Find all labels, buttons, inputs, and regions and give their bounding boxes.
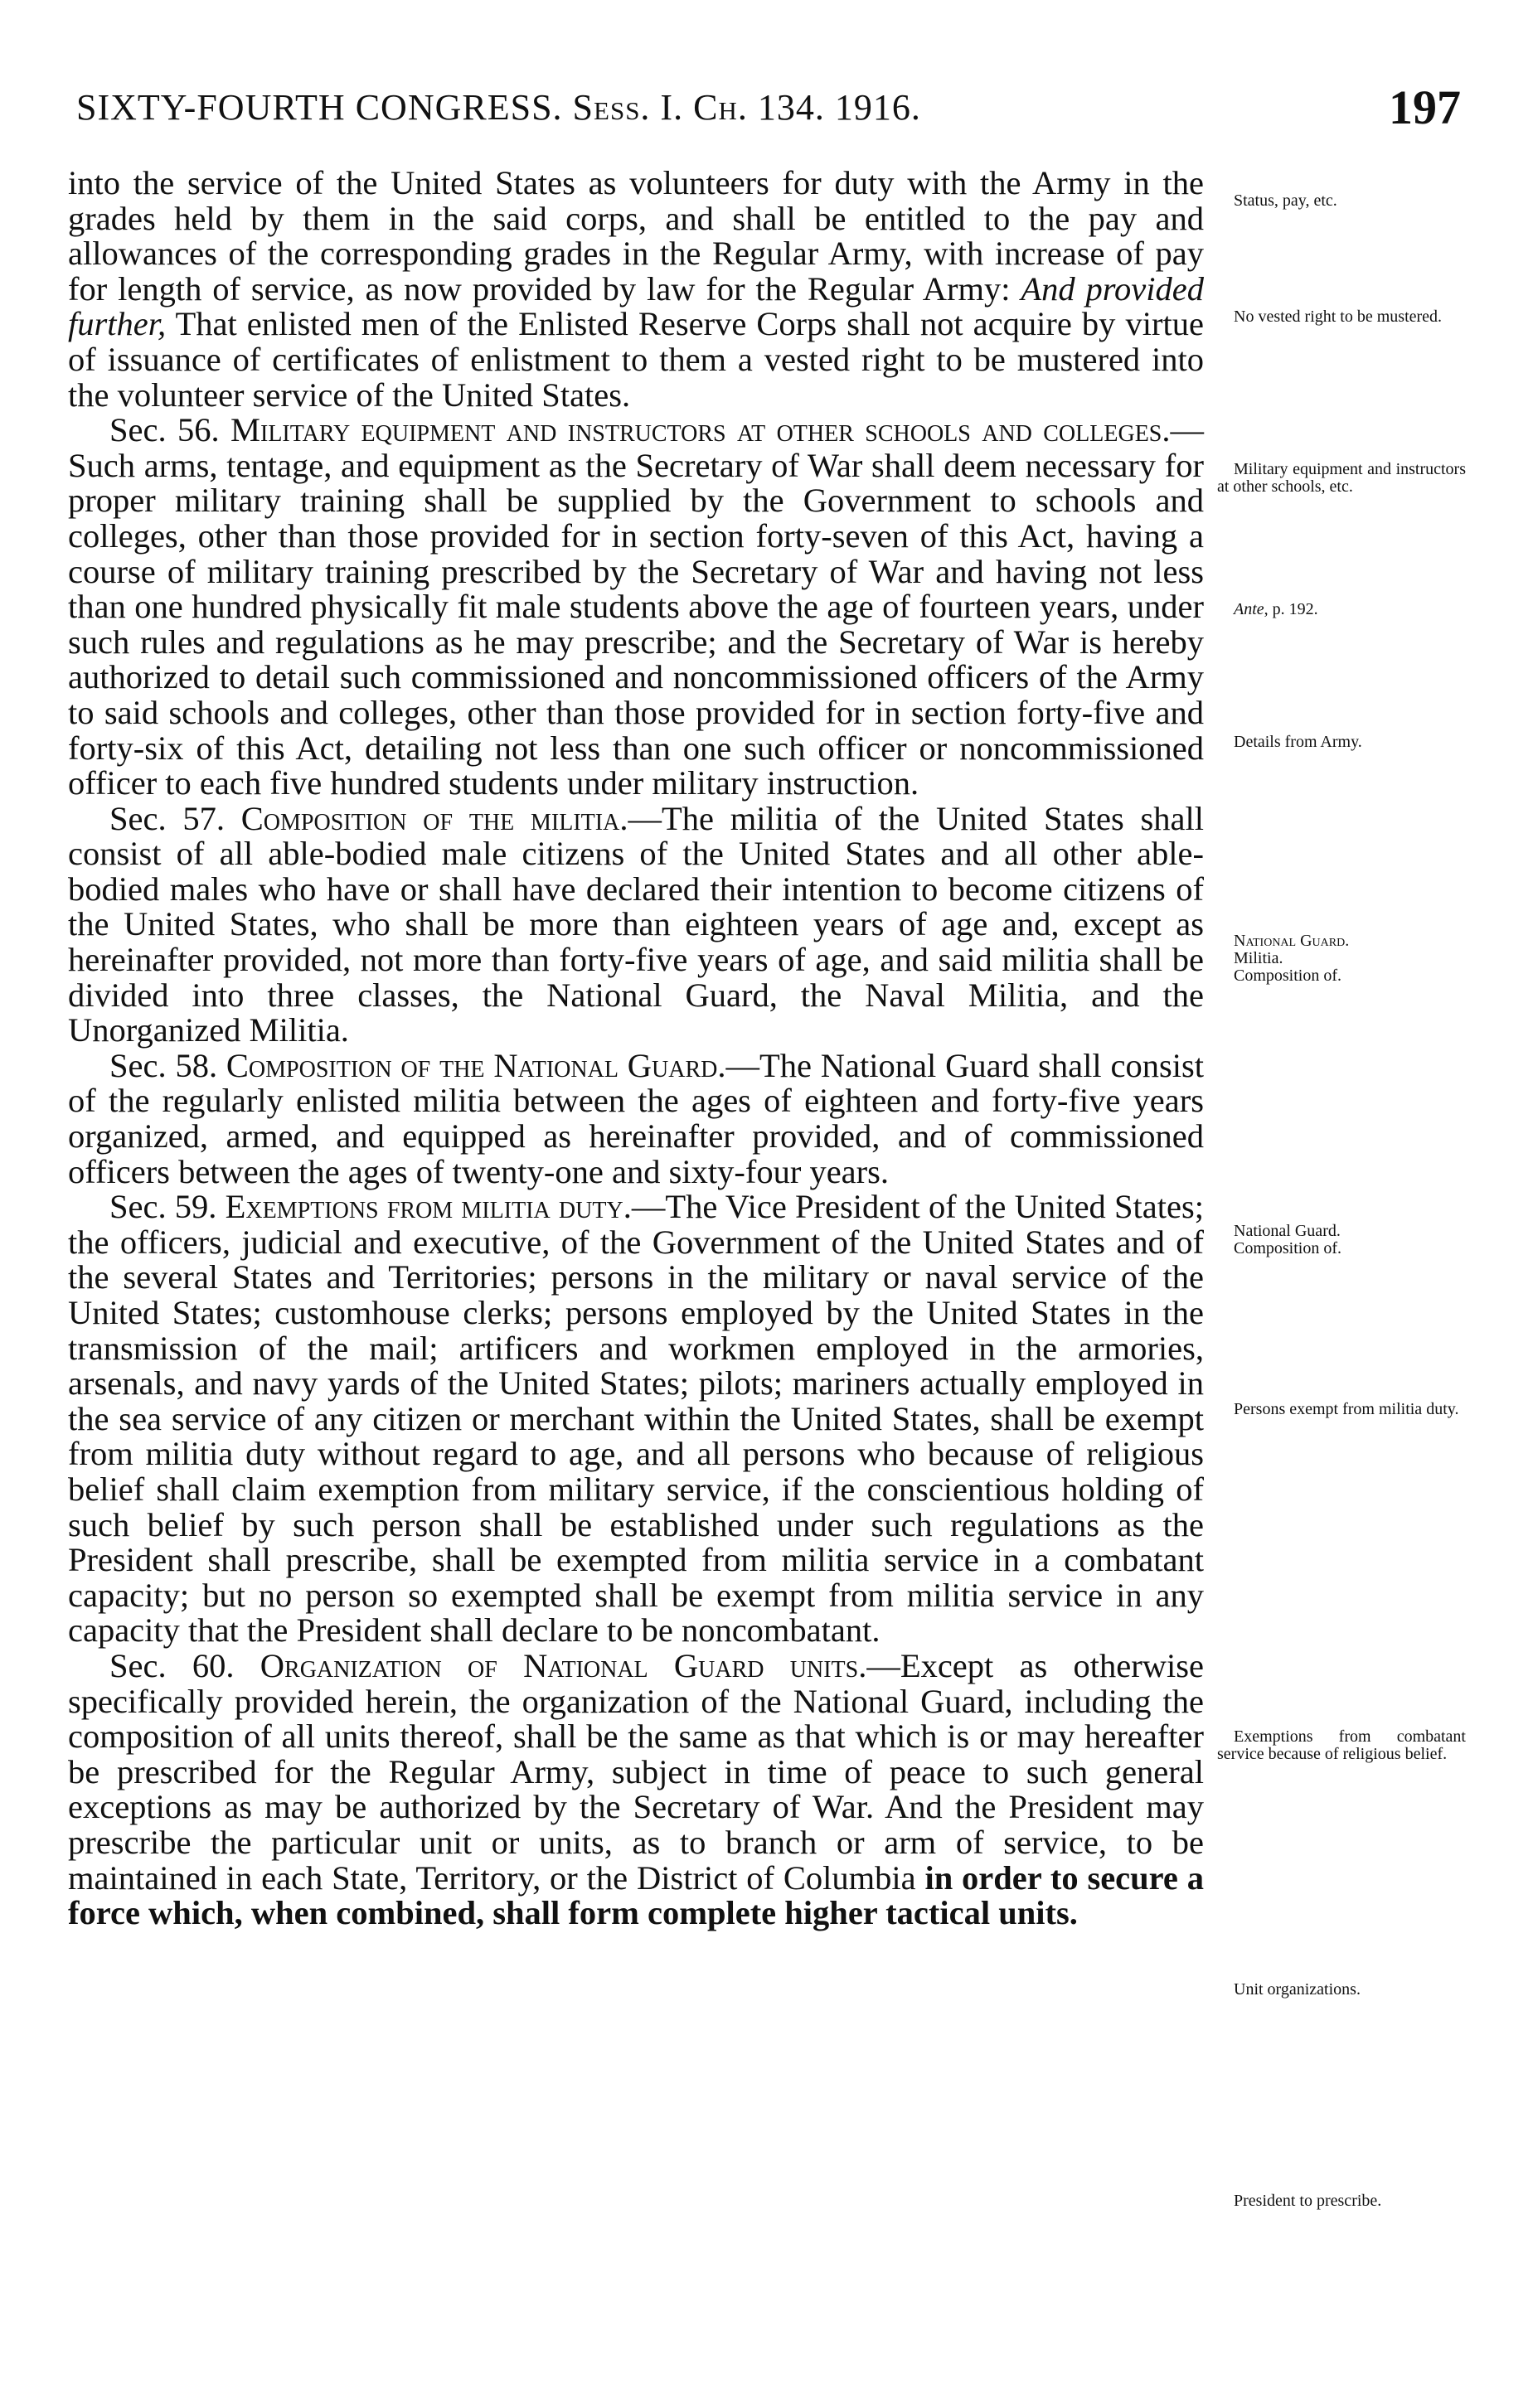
margin-note-national-guard — [1217, 1223, 1466, 1257]
margin-note-unit-organizations — [1217, 1981, 1466, 1999]
section-58-text: —The National Guard shall consist of the regularly enlisted militia between the ages of eighteen and forty-five years organized, armed, and equipped as hereinafter provided, and of commissioned officers between the ages of twenty-one and sixty-four years. — [68, 1046, 1204, 1190]
note-details-text: Details from Army. — [1234, 733, 1362, 751]
section-60-number: Sec. 60. — [109, 1646, 260, 1684]
margin-note-details — [1217, 734, 1466, 751]
section-58-number: Sec. 58. — [109, 1046, 226, 1084]
note-no-vested-text: No vested right to be mustered. — [1234, 308, 1443, 326]
margin-note-military-equipment — [1217, 461, 1466, 496]
section-59-number: Sec. 59. — [109, 1188, 226, 1226]
section-56-number: Sec. 56. — [109, 411, 230, 449]
section-60-title: Organization of National Guard units. — [260, 1646, 867, 1684]
note-national-guard-text: National Guard. — [1234, 1222, 1341, 1240]
continued-paragraph — [68, 166, 1204, 413]
margin-note-exemptions-combatant — [1217, 1728, 1466, 1763]
section-58-title: Composition of the National Guard. — [226, 1046, 726, 1084]
section-59 — [68, 1189, 1204, 1649]
section-57-text: —The militia of the United States shall consist of all able-bodied male citizens of the United States and all other able-bodied males who have or shall have declared their intention to become citizens of the United States, who shall be more than eighteen years of age and, except as hereinafter provided, not more than forty-five years of age, and said militia shall be divided into three classes, the National Guard, the Naval Militia, and the Unorganized Militia. — [68, 799, 1204, 1049]
section-60-bold-text: in order to secure a force which, when combined, shall form complete higher tactical units. — [68, 1858, 1204, 1932]
margin-note-status — [1217, 192, 1466, 210]
note-military-equipment-text: Military equipment and instructors at other schools, etc. — [1217, 460, 1466, 496]
section-56-title: Military equipment and instructors at other schools and colleges. — [230, 411, 1171, 449]
section-57 — [68, 799, 1204, 1049]
note-exemptions-combatant-text: Exemptions from combatant service because of religious belief. — [1217, 1727, 1466, 1763]
margin-note-ante — [1217, 601, 1466, 618]
section-57-title: Composition of the militia. — [240, 799, 628, 837]
note-militia-text: Militia. — [1234, 949, 1283, 967]
margin-note-persons-exempt — [1217, 1401, 1466, 1418]
note-national-guard-heading-text: National Guard. — [1234, 932, 1350, 950]
section-59-text: —The Vice President of the United States; the officers, judicial and executive, of the Government of the United States and of the several States and Territories; persons in the military or naval service of the United States; customhouse clerks; persons employed by the United States in the transmission of the mail; artificers and workmen employed in the armories, arsenals, and navy yards of the United States; pilots; mariners actually employed in the sea service of any citizen or merchant within the United States, shall be exempt from militia duty without regard to age, and all persons who because of religious belief shall claim exemption from military service, if the conscientious holding of such belief by such person shall be established under such regulations as the President shall prescribe, shall be exempted from militia service in a combatant capacity; but no person so exempted shall be exempt from militia service in any capacity that the President shall declare to be noncombatant. — [68, 1188, 1205, 1650]
section-60-text: —Except as otherwise specifically provided herein, the organization of the National Guard, including the composition of all units thereof, shall be the same as that which is or may hereafter be prescribed for the Regular Army, subject in time of peace to such general exceptions as may be authorized by the Secretary of War. And the President may prescribe the particular unit or units, as to branch or arm of service, to be maintained in each State, Territory, or the District of Columbia — [68, 1646, 1204, 1897]
note-unit-organizations-text: Unit organizations. — [1234, 1980, 1361, 1999]
page-header — [76, 80, 1461, 138]
margin-note-president-prescribe — [1217, 2192, 1466, 2210]
note-status-text: Status, pay, etc. — [1234, 191, 1337, 210]
section-58 — [68, 1046, 1204, 1190]
section-57-number: Sec. 57. — [109, 799, 241, 837]
note-persons-exempt-text: Persons exempt from militia duty. — [1234, 1400, 1459, 1418]
year-label: 1916. — [834, 87, 921, 128]
chapter-label: Ch. 134. — [693, 87, 825, 128]
margin-note-national-guard-heading — [1217, 933, 1466, 985]
section-56 — [68, 413, 1204, 802]
note-president-prescribe-text: President to prescribe. — [1234, 2192, 1382, 2210]
section-56-text: —Such arms, tentage, and equipment as the Secretary of War shall deem necessary for proper military training shall be supplied by the Government to schools and colleges, other than those provided for in section forty-seven of this Act, having a course of military training prescribed by the Secretary of War and having not less than one hundred physically fit male students above the age of fourteen years, under such rules and regulations as he may prescribe; and the Secretary of War is hereby authorized to detail such commissioned and noncommissioned officers of the Army to said schools and colleges, other than those provided for in section forty-five and forty-six of this Act, detailing not less than one such officer or noncommissioned officer to each five hundred students under military instruction. — [68, 411, 1204, 802]
p0-end: That enlisted men of the Enlisted Reserve Corps shall not acquire by virtue of issuance of certificates of enlistment to them a vested right to be mustered into the volunteer service of the United States. — [68, 305, 1204, 414]
section-60 — [68, 1646, 1204, 1932]
statute-text — [68, 166, 1204, 1931]
note-composition-militia-text: Composition of. — [1234, 967, 1342, 985]
section-59-title: Exemptions from militia duty. — [225, 1188, 632, 1226]
page-number: 197 — [1389, 80, 1461, 134]
p0-text: into the service of the United States as volunteers for duty with the Army in the grades held by them in the said corps, and shall be entitled to the pay and allowances of the corresponding grades in the Regular Army, with increase of pay for length of service, as now provided by law for the Regular Army: — [68, 164, 1204, 308]
p0-italic: And provided further, — [68, 269, 1204, 343]
session-label: Sess. I. — [572, 87, 684, 128]
note-ante-text — [1217, 601, 1466, 618]
running-head — [76, 86, 921, 128]
note-ante-italic: Ante — [1234, 600, 1264, 618]
margin-note-no-vested-right — [1217, 308, 1466, 326]
congress-title: SIXTY-FOURTH CONGRESS. — [76, 87, 563, 128]
note-ante-rest: , p. 192. — [1264, 600, 1318, 618]
note-composition-guard-text: Composition of. — [1234, 1239, 1342, 1257]
